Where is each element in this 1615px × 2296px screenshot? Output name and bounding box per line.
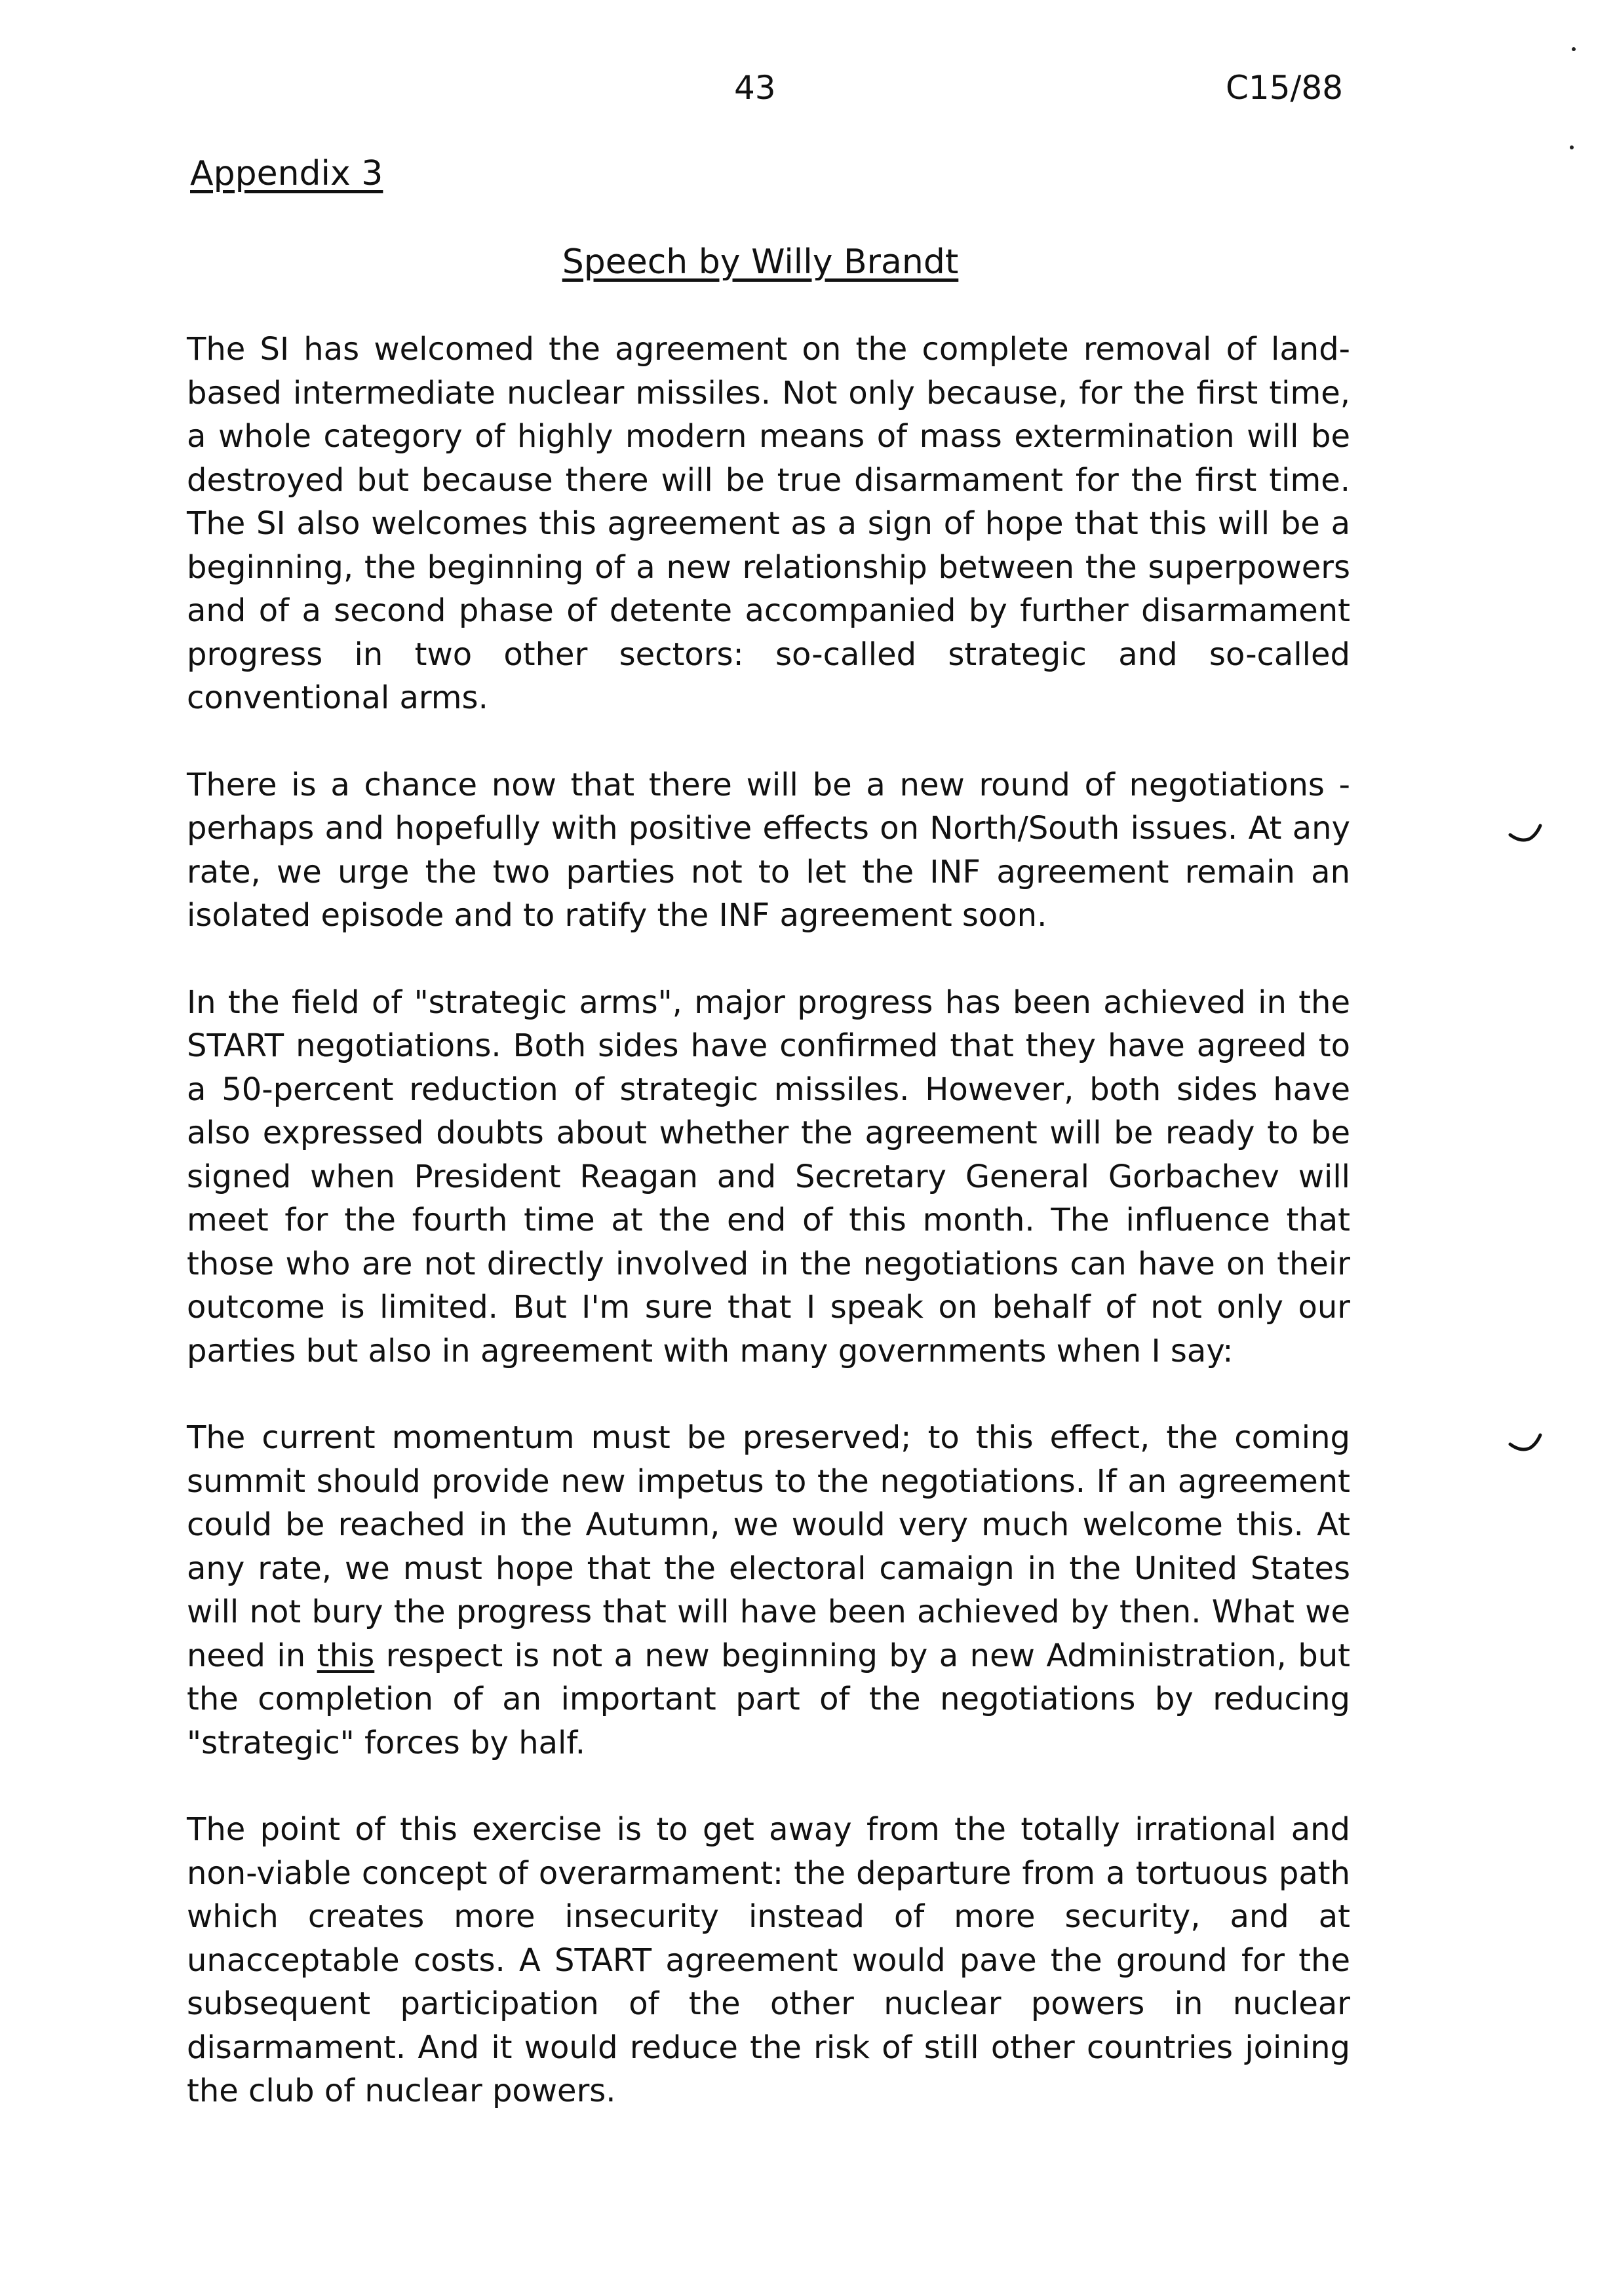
paragraph-5: The point of this exercise is to get away from the totally irrational and non-viable concept of overarmament: the departure from a tortuous path which creates more insecurity instead of more security, and at unacceptable costs. A START agreement would pave the ground for the subsequent participation of the other nuclear powers in nuclear disarmament. And it would reduce the risk of still other countries joining the club of nuclear powers.	[187, 1811, 1350, 2109]
paragraph-4	[187, 1416, 1350, 1765]
paragraph-4-text-end: respect is not a new beginning by a new Administration, but the completion of an important part of the negotiations by reducing "strategic" forces by half.	[187, 1637, 1350, 1761]
paragraph-2: There is a chance now that there will be a new round of negotiations - perhaps and hopefully with positive effects on North/South issues. At any rate, we urge the two parties not to let the INF agreement remain an isolated episode and to ratify the INF agreement soon.	[187, 766, 1350, 934]
scan-mark-dot	[1572, 47, 1576, 51]
margin-check-mark-icon	[1508, 1428, 1547, 1455]
paragraph-3: In the field of "strategic arms", major progress has been achieved in the START negotiations. Both sides have confirmed that they have agreed to a 50-percent reduction of strategic missiles. However, both sides have also expressed doubts about whether the agreement will be ready to be signed when President Reagan and Secretary General Gorbachev will meet for the fourth time at the end of this month. The influence that those who are not directly involved in the negotiations can have on their outcome is limited. But I'm sure that I speak on behalf of not only our parties but also in agreement with many governments when I say:	[187, 984, 1350, 1369]
paragraph-4-text-start: The current momentum must be preserved; to this effect, the coming summit should provide new impetus to the negotiations. If an agreement could be reached in the Autumn, we would very much welcome this. At any rate, we must hope that the electoral camaign in the United States will not bury the progress that will have been achieved by then. What we need in	[187, 1419, 1350, 1674]
underlined-word: this	[317, 1637, 375, 1674]
paragraph-1: The SI has welcomed the agreement on the complete removal of land-based intermediate nuclear missiles. Not only because, for the first time, a whole category of highly modern means of mass extermination will be destroyed but because there will be true disarmament for the first time. The SI also welcomes this agreement as a sign of hope that this will be a beginning, the beginning of a new relationship between the superpowers and of a second phase of detente accompanied by further disarmament progress in two other sectors: so-called strategic and so-called conventional arms.	[187, 331, 1350, 716]
page-header	[0, 69, 1615, 115]
margin-check-mark-icon	[1508, 819, 1547, 845]
document-reference: C15/88	[1226, 69, 1344, 107]
page-number: 43	[734, 69, 776, 107]
speech-title: Speech by Willy Brandt	[562, 242, 959, 282]
speech-body	[187, 328, 1350, 2156]
appendix-heading: Appendix 3	[190, 154, 383, 193]
scan-mark-dot	[1570, 145, 1574, 149]
